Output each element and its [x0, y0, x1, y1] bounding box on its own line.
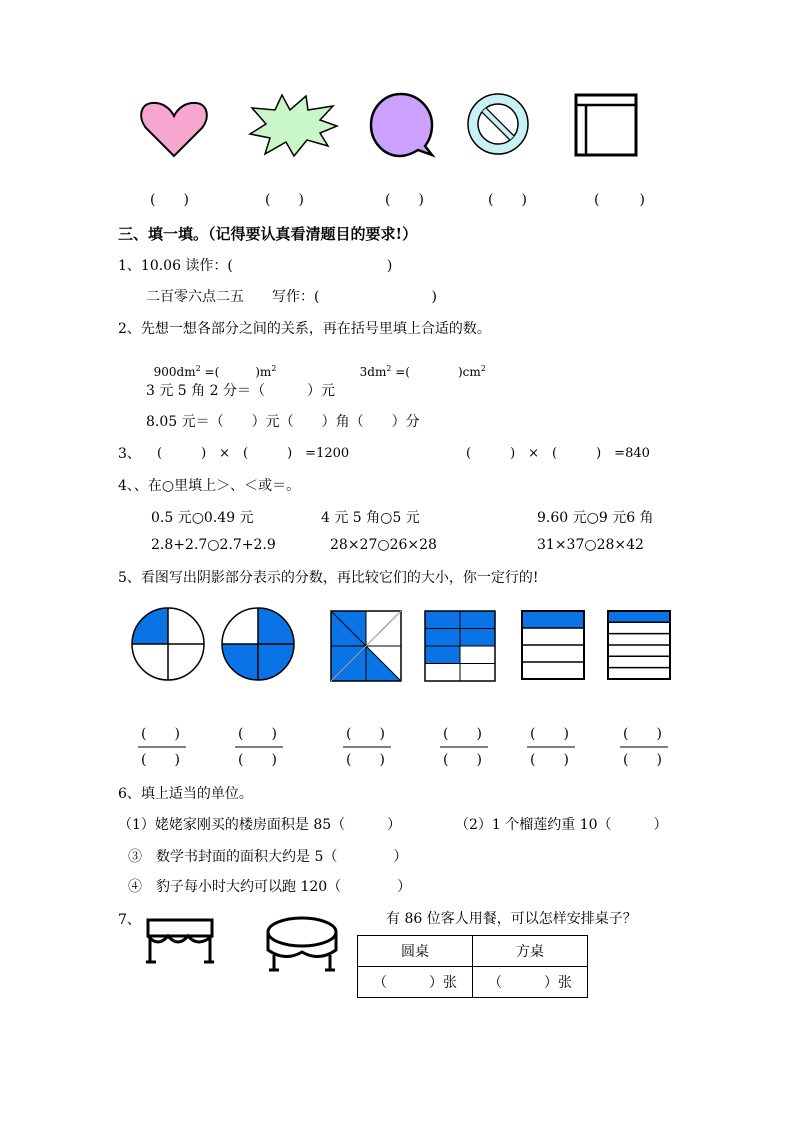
q3-left: ( ) × ( ) =1200 — [157, 446, 350, 461]
shape-answer-1[interactable]: ( ) — [150, 192, 189, 208]
arrangement-table — [357, 935, 588, 998]
q1-line1: 1、10.06 读作：( ) — [118, 258, 393, 274]
square-table-count[interactable]: （ ）张 — [473, 967, 588, 998]
q2-item-c: 3 元 5 角 2 分＝（ ）元 — [146, 383, 335, 399]
fraction-numerator[interactable]: ( ) — [623, 726, 662, 742]
shape-answer-2[interactable]: ( ) — [265, 192, 304, 208]
q4-item: 0.5 元○0.49 元 — [151, 510, 254, 526]
header-round-table: 圆桌 — [358, 936, 473, 967]
q3-right: ( ) × ( ) =840 — [466, 446, 650, 461]
q6-item-4: ④ 豹子每小时大约可以跑 120（ ） — [128, 879, 412, 895]
fraction-denominator[interactable]: ( ) — [141, 752, 180, 768]
shape-answer-3[interactable]: ( ) — [385, 192, 424, 208]
fraction-denominator[interactable]: ( ) — [443, 752, 482, 768]
square-table-icon — [146, 920, 214, 962]
shape-answer-5[interactable]: ( ) — [594, 192, 649, 208]
q4-item: 4 元 5 角○5 元 — [321, 510, 420, 526]
q2-intro: 2、先想一想各部分之间的关系，再在括号里填上合适的数。 — [118, 321, 491, 337]
fraction-denominator[interactable]: ( ) — [238, 752, 277, 768]
q6-item-2: （2）1 个榴莲约重 10（ ） — [455, 817, 668, 833]
fraction-numerator[interactable]: ( ) — [346, 726, 385, 742]
q4-intro: 4、、在○里填上＞、＜或＝。 — [118, 478, 301, 494]
q4-item: 28×27○26×28 — [330, 537, 437, 553]
header-square-table: 方桌 — [473, 936, 588, 967]
q1-line2: 二百零六点二五 写作：( ) — [146, 289, 437, 305]
q4-item: 31×37○28×42 — [537, 537, 644, 553]
q6-item-1: （1）姥姥家刚买的楼房面积是 85（ ） — [118, 817, 402, 833]
q2-item-b: $3dm^2$ =( )$cm^2$ — [359, 364, 486, 379]
fraction-denominator[interactable]: ( ) — [346, 752, 385, 768]
round-table-icon — [268, 918, 336, 970]
q4-item: 2.8+2.7○2.7+2.9 — [151, 537, 276, 553]
fraction-numerator[interactable]: ( ) — [141, 726, 180, 742]
shape-answer-4[interactable]: ( ) — [488, 192, 527, 208]
q6-item-3: ③ 数学书封面的面积大约是 5（ ） — [128, 849, 408, 865]
q2-item-d: 8.05 元＝（ ）元（ ）角（ ）分 — [146, 414, 420, 430]
fraction-denominator[interactable]: ( ) — [623, 752, 662, 768]
fraction-numerator[interactable]: ( ) — [238, 726, 277, 742]
round-table-count[interactable]: （ ）张 — [358, 967, 473, 998]
q7-question: 有 86 位客人用餐，可以怎样安排桌子？ — [386, 911, 637, 927]
section-title: 三、填一填。（记得要认真看清题目的要求!） — [118, 225, 418, 243]
q2-item-a: $900dm^2$ =( )$m^2$ — [153, 364, 277, 379]
q5-intro: 5、看图写出阴影部分表示的分数，再比较它们的大小，你一定行的! — [118, 570, 539, 586]
fraction-denominator[interactable]: ( ) — [530, 752, 569, 768]
q3-label: 3、 — [118, 446, 141, 462]
q7-label: 7、 — [118, 912, 141, 928]
q6-intro: 6、填上适当的单位。 — [118, 786, 253, 802]
fraction-numerator[interactable]: ( ) — [530, 726, 569, 742]
q4-item: 9.60 元○9 元6 角 — [537, 510, 654, 526]
fraction-numerator[interactable]: ( ) — [443, 726, 482, 742]
